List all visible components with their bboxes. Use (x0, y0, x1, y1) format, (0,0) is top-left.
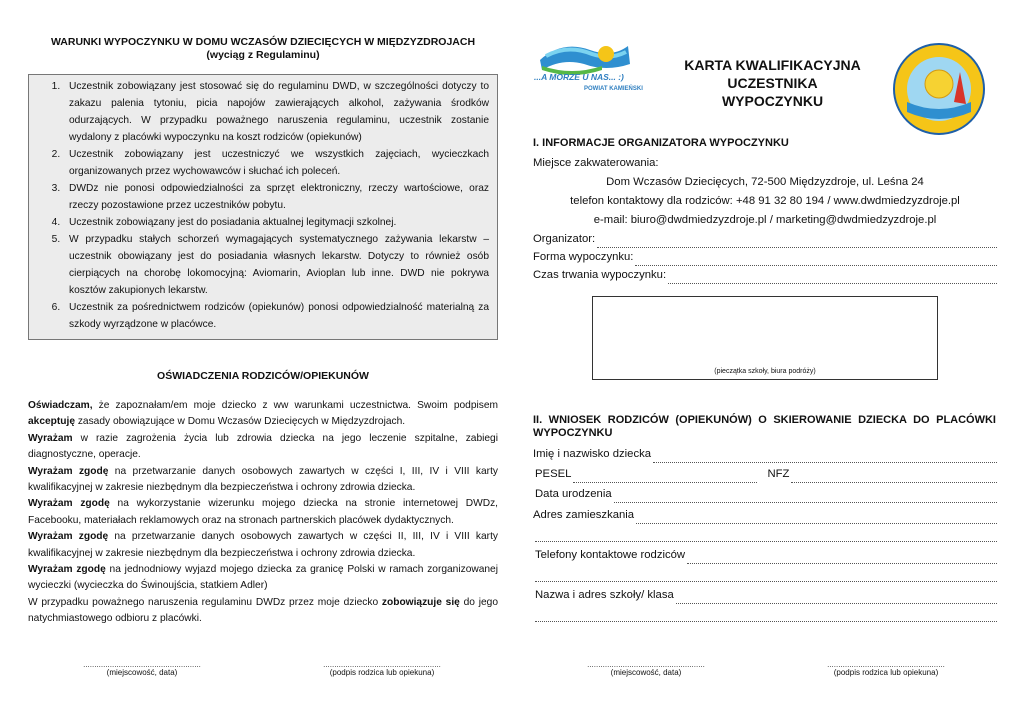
signature-line: ..................................................... (827, 660, 945, 669)
card-title (665, 56, 880, 110)
home-address-label: Adres zamieszkania (533, 509, 635, 521)
child-name-label: Imię i nazwisko dziecka (533, 448, 652, 460)
declaration-item: Wyrażam zgodę na jednodniowy wyjazd mojego dziecka za granicę Polski w ramach zorganizowanej wycieczki (wycieczka do Świnoujścia, statkiem Adler) (28, 564, 498, 592)
signature-caption: (miejscowość, data) (610, 668, 682, 677)
parent-phones-input[interactable] (687, 551, 997, 564)
nfz-input[interactable] (791, 470, 997, 483)
address-text: Dom Wczasów Dziecięcych, 72-500 Międzyzdroje, ul. Leśna 24 (606, 176, 924, 188)
form-field[interactable] (533, 248, 997, 266)
section1-body (533, 154, 997, 284)
declarations (28, 398, 498, 628)
pesel-nfz-row (533, 465, 997, 483)
conditions-title (28, 36, 498, 62)
home-address-input-2[interactable] (535, 529, 997, 542)
conditions-title-line2: (wyciąg z Regulaminu) (206, 49, 320, 61)
organizer-input[interactable] (597, 235, 997, 248)
rules-list (37, 78, 489, 333)
signature-caption: (miejscowość, data) (106, 668, 178, 677)
signature-caption: (podpis rodzica lub opiekuna) (329, 668, 435, 677)
email-text: e-mail: biuro@dwdmiedzyzdroje.pl / marketing@dwdmiedzyzdroje.pl (593, 214, 937, 226)
left-signature-place[interactable] (76, 662, 208, 677)
left-page (28, 36, 498, 628)
birth-date-label: Data urodzenia (535, 488, 612, 500)
home-address-field[interactable] (533, 506, 997, 524)
school-field[interactable] (533, 586, 997, 604)
phone-text: telefon kontaktowy dla rodziców: +48 91 32 80 194 / www.dwdmiedzyzdroje.pl (570, 195, 960, 207)
form-input[interactable] (635, 253, 997, 266)
birth-date-input[interactable] (614, 490, 997, 503)
parent-phones-label: Telefony kontaktowe rodziców (535, 549, 686, 561)
school-line2[interactable] (533, 604, 997, 622)
home-address-line2[interactable] (533, 524, 997, 542)
signature-caption: (podpis rodzica lub opiekuna) (833, 668, 939, 677)
section2-title: II. WNIOSEK RODZICÓW (OPIEKUNÓW) O SKIEROWANIE DZIECKA DO PLACÓWKI WYPOCZYNKU (533, 414, 996, 439)
card-title-line2: UCZESTNIKA (727, 75, 818, 91)
school-input[interactable] (676, 591, 997, 604)
dwd-seal-logo (892, 42, 986, 136)
right-signature-parent[interactable] (820, 662, 952, 677)
birth-date-field[interactable] (533, 485, 997, 503)
logo-subtext: POWIAT KAMIEŃSKI (584, 86, 643, 92)
organizer-label: Organizator: (533, 233, 596, 245)
declarations-title: OŚWIADCZENIA RODZICÓW/OPIEKUNÓW (157, 370, 369, 382)
duration-label: Czas trwania wypoczynku: (533, 269, 667, 281)
home-address-input[interactable] (636, 511, 997, 524)
child-name-input[interactable] (653, 450, 997, 463)
section1-title: I. INFORMACJE ORGANIZATORA WYPOCZYNKU (533, 137, 789, 149)
declaration-item: Oświadczam, że zapoznałam/em moje dziecko z ww warunkami uczestnictwa. Swoim podpisem akceptuję zasady obowiązujące w Domu Wczasów Dziecięcych w Międzyzdrojach. (28, 400, 498, 428)
declaration-item: Wyrażam w razie zagrożenia życia lub zdrowia dziecka na jego leczenie szpitalne, zabiegi diagnostyczne, operacje. (28, 432, 498, 461)
parent-phones-input-2[interactable] (535, 569, 997, 582)
organizer-field[interactable] (533, 230, 997, 248)
child-name-field[interactable] (533, 445, 997, 463)
rule-item: 3. DWDz nie ponosi odpowiedzialności za sprzęt elektroniczny, rzeczy wartościowe, oraz rzeczy pozostawione przez uczestników pobytu. (63, 180, 489, 214)
signature-line: ..................................................... (323, 660, 441, 669)
school-input-2[interactable] (535, 609, 997, 622)
declaration-item: Wyrażam zgodę na przetwarzanie danych osobowych zawartych w części II, III, IV i VIII karty kwalifikacyjnej w zakresie niezbędnym dla bezpieczeństwa i ochrony zdrowia dziecka. (28, 531, 498, 559)
left-signature-parent[interactable] (316, 662, 448, 677)
rule-item: 1. Uczestnik zobowiązany jest stosować się do regulaminu DWD, w szczególności dotyczy to zakazu palenia tytoniu, picia napojów zawierających alkohol, zażywania środków odurzających. W przypadku poważnego naruszenia regulaminu, uczestnik zostanie wydalony z placówki wypoczynku na koszt rodziców (opiekunów) (63, 78, 489, 146)
parent-phones-line2[interactable] (533, 564, 997, 582)
card-title-line3: WYPOCZYNKU (721, 93, 824, 109)
pesel-label: PESEL (535, 468, 572, 480)
section2-body (533, 445, 997, 622)
signature-line: ..................................................... (587, 660, 705, 669)
rule-item: 5. W przypadku stałych schorzeń wymagających systematycznego zażywania lekarstw – uczestnik obowiązany jest do posiadania własnych lekarstw. Dotyczy to również osób cierpiących na chorobę lokomocyjną: Aviomarin, Avioplan lub inne. DWD nie pokrywa kosztów zakupionych lekarstw. (63, 231, 489, 299)
form-label: Forma wypoczynku: (533, 251, 634, 263)
rules-box (28, 74, 498, 340)
declaration-item: W przypadku poważnego naruszenia regulaminu DWDz przez moje dziecko zobowiązuje się do jego natychmiastowego odbioru z placówki. (28, 596, 498, 625)
pesel-input[interactable] (573, 470, 757, 483)
card-title-line1: KARTA KWALIFIKACYJNA (684, 57, 861, 73)
school-label: Nazwa i adres szkoły/ klasa (535, 589, 674, 601)
accommodation-label: Miejsce zakwaterowania: (533, 157, 659, 169)
rule-item: 4. Uczestnik zobowiązany jest do posiadania aktualnej legitymacji szkolnej. (63, 214, 489, 231)
right-signature-place[interactable] (580, 662, 712, 677)
duration-input[interactable] (668, 271, 997, 284)
nfz-label: NFZ (767, 468, 790, 480)
logo-text: ...A MORZE U NAS... :) (534, 72, 624, 82)
duration-field[interactable] (533, 266, 997, 284)
declaration-item: Wyrażam zgodę na przetwarzanie danych osobowych zawartych w części I, III, IV i VIII karty kwalifikacyjnej w zakresie niezbędnym dla bezpieczeństwa i ochrony zdrowia dziecka. (28, 465, 498, 494)
rule-item: 2. Uczestnik zobowiązany jest uczestniczyć we wszystkich zajęciach, wycieczkach organizowanych przez wychowawców i słuchać ich poleceń. (63, 146, 489, 180)
declaration-item: Wyrażam zgodę na wykorzystanie wizerunku mojego dziecka na stronie internetowej DWDz, Facebooku, materiałach reklamowych oraz na stronach partnerskich placówek dydaktycznych. (28, 498, 498, 526)
rule-item: 6. Uczestnik za pośrednictwem rodziców (opiekunów) ponosi odpowiedzialność materialną za szkody wyrządzone w placówce. (63, 299, 489, 333)
stamp-box[interactable] (592, 296, 938, 380)
parent-phones-field[interactable] (533, 546, 997, 564)
conditions-title-line1: WARUNKI WYPOCZYNKU W DOMU WCZASÓW DZIECIĘCYCH W MIĘDZYZDROJACH (50, 36, 476, 48)
stamp-caption: (pieczątka szkoły, biura podróży) (714, 368, 816, 375)
signature-line: ..................................................... (83, 660, 201, 669)
morze-logo (532, 36, 650, 102)
